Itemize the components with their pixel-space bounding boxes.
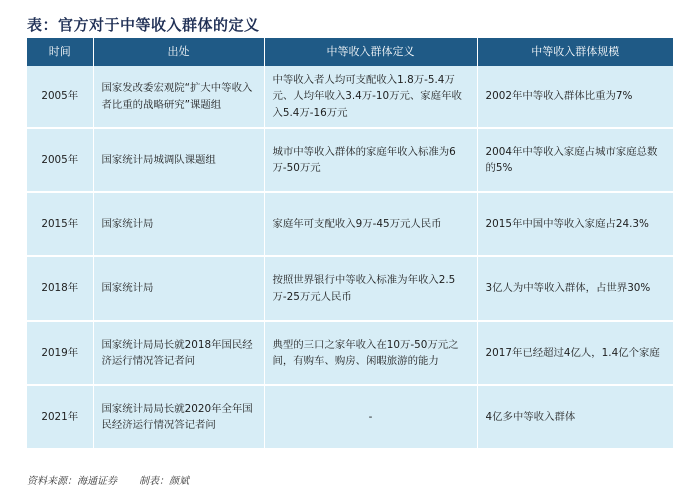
cell-definition: 家庭年可支配收入9万-45万元人民币 (264, 192, 477, 256)
cell-definition: 中等收入者人均可支配收入1.8万-5.4万元、人均年收入3.4万-10万元、家庭年收入5.4万-16万元 (264, 66, 477, 128)
cell-source: 国家统计局局长就2020年全年国民经济运行情况答记者问 (93, 385, 264, 449)
table-title: 表：官方对于中等收入群体的定义 (27, 16, 260, 34)
cell-definition: - (264, 385, 477, 449)
cell-definition: 按照世界银行中等收入标准为年收入2.5万-25万元人民币 (264, 256, 477, 321)
cell-scale: 2004年中等收入家庭占城市家庭总数的5% (477, 128, 673, 192)
cell-scale: 2017年已经超过4亿人，1.4亿个家庭 (477, 321, 673, 385)
definition-table (27, 38, 673, 450)
table-row (27, 385, 673, 449)
cell-time: 2015年 (27, 192, 93, 256)
cell-scale: 4亿多中等收入群体 (477, 385, 673, 449)
cell-time: 2021年 (27, 385, 93, 449)
source-note: 资料来源：海通证券 (27, 476, 117, 487)
column-header-time: 时间 (27, 38, 93, 66)
editor-note: 制表：颜斌 (139, 476, 189, 487)
column-header-scale: 中等收入群体规模 (477, 38, 673, 66)
cell-source: 国家统计局 (93, 192, 264, 256)
column-header-definition: 中等收入群体定义 (264, 38, 477, 66)
cell-scale: 3亿人为中等收入群体，占世界30% (477, 256, 673, 321)
cell-source: 国家统计局 (93, 256, 264, 321)
table-row (27, 66, 673, 128)
cell-time: 2005年 (27, 66, 93, 128)
table-footer (27, 472, 189, 487)
cell-time: 2018年 (27, 256, 93, 321)
table-row (27, 128, 673, 192)
header-row (27, 38, 673, 66)
cell-source: 国家统计局城调队课题组 (93, 128, 264, 192)
cell-time: 2019年 (27, 321, 93, 385)
table-row (27, 321, 673, 385)
cell-definition: 城市中等收入群体的家庭年收入标准为6万-50万元 (264, 128, 477, 192)
cell-source: 国家发改委宏观院“扩大中等收入者比重的战略研究”课题组 (93, 66, 264, 128)
cell-definition: 典型的三口之家年收入在10万-50万元之间，有购车、购房、闲暇旅游的能力 (264, 321, 477, 385)
cell-scale: 2002年中等收入群体比重为7% (477, 66, 673, 128)
cell-time: 2005年 (27, 128, 93, 192)
column-header-source: 出处 (93, 38, 264, 66)
table-row (27, 192, 673, 256)
cell-source: 国家统计局局长就2018年国民经济运行情况答记者问 (93, 321, 264, 385)
cell-scale: 2015年中国中等收入家庭占24.3% (477, 192, 673, 256)
table-row (27, 256, 673, 321)
